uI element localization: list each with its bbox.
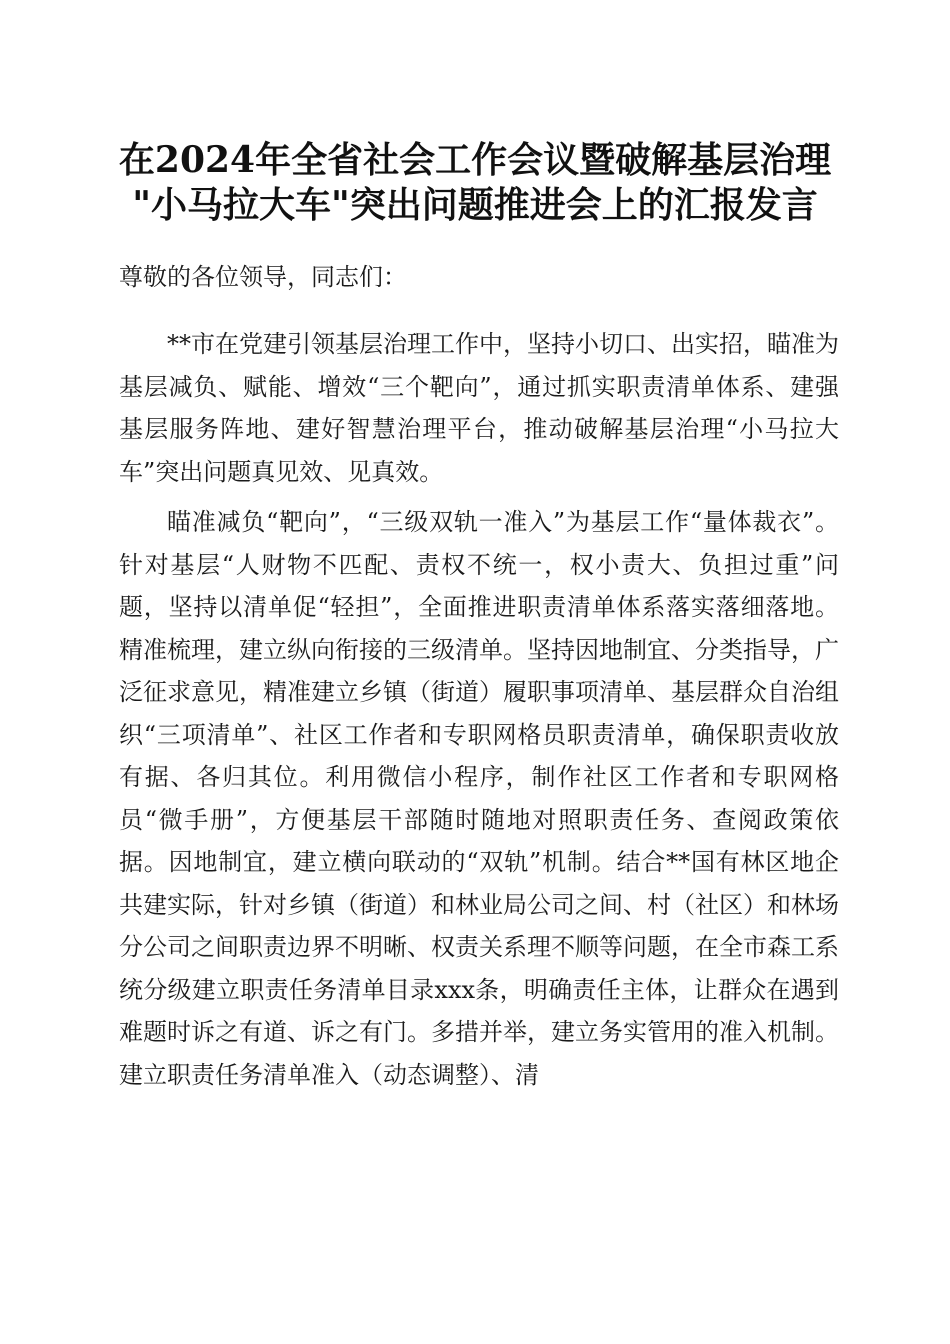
paragraph-2: 瞄准减负“靶向”，“三级双轨一准入”为基层工作“量体裁衣”。针对基层“人财物不匹配、责权不统一，权小责大、负担过重”问题，坚持以清单促“轻担”，全面推进职责清单体系落实落细落地。精准梳理，建立纵向衔接的三级清单。坚持因地制宜、分类指导，广泛征求意见，精准建立乡镇（街道）履职事项清单、基层群众自治组织“三项清单”、社区工作者和专职网格员职责清单，确保职责收放有据、各归其位。利用微信小程序，制作社区工作者和专职网格员“微手册”，方便基层干部随时随地对照职责任务、查阅政策依据。因地制宜，建立横向联动的“双轨”机制。结合**国有林区地企共建实际，针对乡镇（街道）和林业局公司之间、村（社区）和林场分公司之间职责边界不明晰、权责关系理不顺等问题，在全市森工系统分级建立职责任务清单目录xxx条，明确责任主体，让群众在遇到难题时诉之有道、诉之有门。多措并举，建立务实管用的准入机制。建立职责任务清单准入（动态调整）、清 bbox=[119, 508, 839, 1089]
document-title-line-2: "小马拉大车"突出问题推进会上的汇报发言 bbox=[132, 184, 818, 226]
salutation: 尊敬的各位领导，同志们： bbox=[119, 263, 407, 291]
document-title-line-1: 在2024年全省社会工作会议暨破解基层治理 bbox=[118, 139, 832, 181]
paragraph-1: **市在党建引领基层治理工作中，坚持小切口、出实招，瞄准为基层减负、赋能、增效“三个靶向”，通过抓实职责清单体系、建强基层服务阵地、建好智慧治理平台，推动破解基层治理“小马拉大车”突出问题真见效、见真效。 bbox=[119, 330, 839, 486]
